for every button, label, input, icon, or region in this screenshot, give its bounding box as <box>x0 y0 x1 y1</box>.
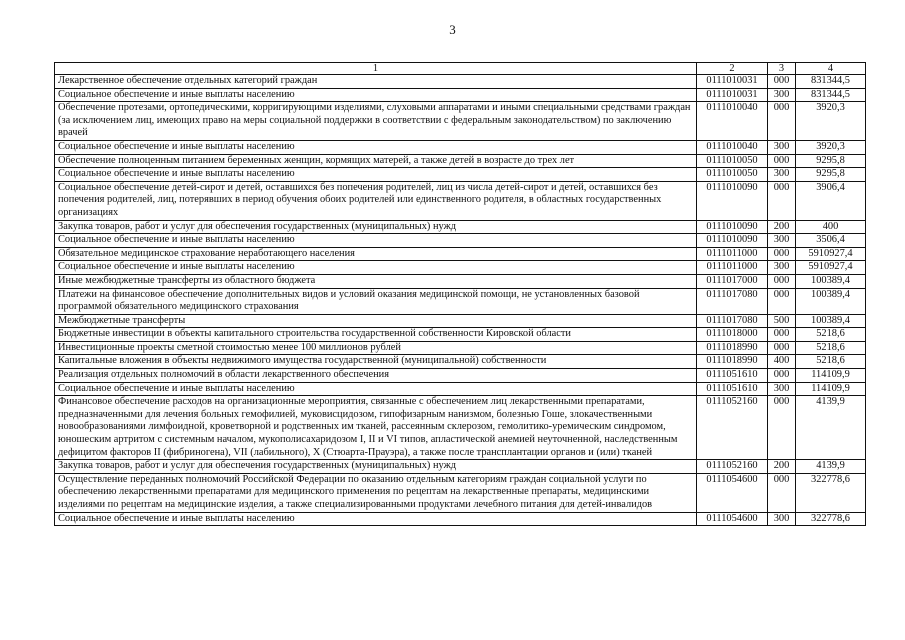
row-sum-cell: 5218,6 <box>796 328 866 342</box>
row-code-cell: 0111010090 <box>697 220 768 234</box>
table-row <box>55 274 866 288</box>
row-code-cell: 0111010050 <box>697 168 768 182</box>
row-sum-cell: 3506,4 <box>796 234 866 248</box>
row-name-cell: Социальное обеспечение и иные выплаты населению <box>55 168 697 182</box>
row-name-cell: Платежи на финансовое обеспечение дополнительных видов и условий оказания медицинской помощи, не установленных базовой программой обязательного медицинского страхования <box>55 288 697 314</box>
row-name-cell: Обеспечение протезами, ортопедическими, корригирующими изделиями, слуховыми аппаратами и иными специальными средствами граждан (за исключением лиц, имеющих право на меры социальной поддержки в соответствии с федеральным законодательством) по заключению врачей <box>55 102 697 141</box>
row-code-cell: 0111010050 <box>697 154 768 168</box>
row-type-cell: 000 <box>768 75 796 89</box>
row-sum-cell: 3906,4 <box>796 181 866 220</box>
row-code-cell: 0111051610 <box>697 382 768 396</box>
header-col-1: 1 <box>55 63 697 75</box>
row-type-cell: 000 <box>768 102 796 141</box>
row-code-cell: 0111018990 <box>697 341 768 355</box>
header-col-2: 2 <box>697 63 768 75</box>
table-row <box>55 328 866 342</box>
header-col-3: 3 <box>768 63 796 75</box>
table-row <box>55 396 866 460</box>
table-row <box>55 512 866 526</box>
row-name-cell: Лекарственное обеспечение отдельных категорий граждан <box>55 75 697 89</box>
row-sum-cell: 100389,4 <box>796 314 866 328</box>
table-row <box>55 154 866 168</box>
row-sum-cell: 5910927,4 <box>796 261 866 275</box>
row-type-cell: 000 <box>768 328 796 342</box>
row-sum-cell: 100389,4 <box>796 274 866 288</box>
row-sum-cell: 322778,6 <box>796 512 866 526</box>
table-row <box>55 341 866 355</box>
table-body <box>55 75 866 526</box>
table-row <box>55 314 866 328</box>
table-row <box>55 473 866 512</box>
table-row <box>55 288 866 314</box>
header-col-4: 4 <box>796 63 866 75</box>
table-row <box>55 140 866 154</box>
row-sum-cell: 3920,3 <box>796 140 866 154</box>
row-name-cell: Финансовое обеспечение расходов на организационные мероприятия, связанные с обеспечением лиц лекарственными препаратами, предназначенными для лечения больных гемофилией, муковисцидозом, гипофизарным нанизмом, болезнью Гоше, злокачественными новообразованиями лимфоидной, кроветворной и родственных им тканей, рассеянным склерозом, гемолитико-уремическим синдромом, юношеским артритом с системным началом, мукополисахаридозом I, II и VI типов, апластической анемией неуточненной, наследственным дефицитом факторов II (фибриногена), VII (лабильного), X (Стюарта-Прауэра), а также после трансплантации органов и (или) тканей <box>55 396 697 460</box>
table-row <box>55 88 866 102</box>
row-name-cell: Обеспечение полноценным питанием беременных женщин, кормящих матерей, а также детей в возрасте до трех лет <box>55 154 697 168</box>
row-sum-cell: 100389,4 <box>796 288 866 314</box>
row-sum-cell: 4139,9 <box>796 396 866 460</box>
row-name-cell: Социальное обеспечение и иные выплаты населению <box>55 512 697 526</box>
row-type-cell: 300 <box>768 512 796 526</box>
row-sum-cell: 3920,3 <box>796 102 866 141</box>
row-sum-cell: 114109,9 <box>796 382 866 396</box>
row-code-cell: 0111010031 <box>697 88 768 102</box>
row-sum-cell: 400 <box>796 220 866 234</box>
row-sum-cell: 4139,9 <box>796 460 866 474</box>
row-name-cell: Закупка товаров, работ и услуг для обеспечения государственных (муниципальных) нужд <box>55 220 697 234</box>
row-type-cell: 500 <box>768 314 796 328</box>
table-row <box>55 234 866 248</box>
row-name-cell: Иные межбюджетные трансферты из областного бюджета <box>55 274 697 288</box>
row-name-cell: Социальное обеспечение детей-сирот и детей, оставшихся без попечения родителей, лиц из числа детей-сирот и детей, оставшихся без попечения родителей, лиц, потерявших в период обучения обоих родителей или единственного родителя, в областных государственных организациях <box>55 181 697 220</box>
row-code-cell: 0111018990 <box>697 355 768 369</box>
row-sum-cell: 831344,5 <box>796 88 866 102</box>
row-type-cell: 400 <box>768 355 796 369</box>
row-name-cell: Осуществление переданных полномочий Российской Федерации по оказанию отдельным категориям граждан социальной услуги по обеспечению лекарственными препаратами для медицинского применения по рецептам на лекарственные препараты, медицинскими изделиями по рецептам на медицинские изделия, а также специализированными продуктами лечебного питания для детей-инвалидов <box>55 473 697 512</box>
row-code-cell: 0111010090 <box>697 181 768 220</box>
table-row <box>55 75 866 89</box>
row-type-cell: 000 <box>768 396 796 460</box>
table-row <box>55 247 866 261</box>
row-code-cell: 0111017000 <box>697 274 768 288</box>
row-code-cell: 0111010040 <box>697 102 768 141</box>
row-sum-cell: 322778,6 <box>796 473 866 512</box>
row-code-cell: 0111052160 <box>697 460 768 474</box>
table-row <box>55 168 866 182</box>
row-type-cell: 300 <box>768 261 796 275</box>
row-type-cell: 000 <box>768 288 796 314</box>
row-code-cell: 0111011000 <box>697 247 768 261</box>
row-type-cell: 000 <box>768 473 796 512</box>
row-code-cell: 0111010031 <box>697 75 768 89</box>
row-code-cell: 0111010040 <box>697 140 768 154</box>
row-name-cell: Социальное обеспечение и иные выплаты населению <box>55 140 697 154</box>
row-code-cell: 0111010090 <box>697 234 768 248</box>
row-sum-cell: 9295,8 <box>796 168 866 182</box>
table-row <box>55 355 866 369</box>
table-row <box>55 369 866 383</box>
row-name-cell: Инвестиционные проекты сметной стоимостью менее 100 миллионов рублей <box>55 341 697 355</box>
row-sum-cell: 9295,8 <box>796 154 866 168</box>
row-type-cell: 000 <box>768 274 796 288</box>
row-sum-cell: 114109,9 <box>796 369 866 383</box>
row-type-cell: 000 <box>768 181 796 220</box>
row-type-cell: 000 <box>768 154 796 168</box>
row-type-cell: 000 <box>768 247 796 261</box>
row-code-cell: 0111017080 <box>697 288 768 314</box>
table-row <box>55 220 866 234</box>
row-code-cell: 0111054600 <box>697 512 768 526</box>
table-row <box>55 261 866 275</box>
row-type-cell: 300 <box>768 234 796 248</box>
row-type-cell: 300 <box>768 168 796 182</box>
row-code-cell: 0111054600 <box>697 473 768 512</box>
row-name-cell: Социальное обеспечение и иные выплаты населению <box>55 261 697 275</box>
table-row <box>55 181 866 220</box>
row-type-cell: 300 <box>768 382 796 396</box>
row-name-cell: Обязательное медицинское страхование неработающего населения <box>55 247 697 261</box>
row-type-cell: 300 <box>768 140 796 154</box>
row-name-cell: Социальное обеспечение и иные выплаты населению <box>55 382 697 396</box>
row-type-cell: 000 <box>768 341 796 355</box>
page-number: 3 <box>449 22 456 37</box>
row-name-cell: Межбюджетные трансферты <box>55 314 697 328</box>
row-name-cell: Социальное обеспечение и иные выплаты населению <box>55 88 697 102</box>
row-type-cell: 000 <box>768 369 796 383</box>
row-type-cell: 200 <box>768 460 796 474</box>
row-sum-cell: 5218,6 <box>796 355 866 369</box>
row-code-cell: 0111051610 <box>697 369 768 383</box>
row-sum-cell: 831344,5 <box>796 75 866 89</box>
table-header-row <box>55 63 866 75</box>
row-name-cell: Бюджетные инвестиции в объекты капитального строительства государственной собственности Кировской области <box>55 328 697 342</box>
table-row <box>55 102 866 141</box>
row-code-cell: 0111052160 <box>697 396 768 460</box>
row-name-cell: Закупка товаров, работ и услуг для обеспечения государственных (муниципальных) нужд <box>55 460 697 474</box>
row-code-cell: 0111017080 <box>697 314 768 328</box>
budget-table <box>54 62 866 526</box>
row-name-cell: Капитальные вложения в объекты недвижимого имущества государственной (муниципальной) собственности <box>55 355 697 369</box>
row-sum-cell: 5218,6 <box>796 341 866 355</box>
table-row <box>55 382 866 396</box>
row-code-cell: 0111018000 <box>697 328 768 342</box>
row-name-cell: Социальное обеспечение и иные выплаты населению <box>55 234 697 248</box>
row-sum-cell: 5910927,4 <box>796 247 866 261</box>
row-name-cell: Реализация отдельных полномочий в области лекарственного обеспечения <box>55 369 697 383</box>
row-type-cell: 200 <box>768 220 796 234</box>
table-row <box>55 460 866 474</box>
row-type-cell: 300 <box>768 88 796 102</box>
row-code-cell: 0111011000 <box>697 261 768 275</box>
